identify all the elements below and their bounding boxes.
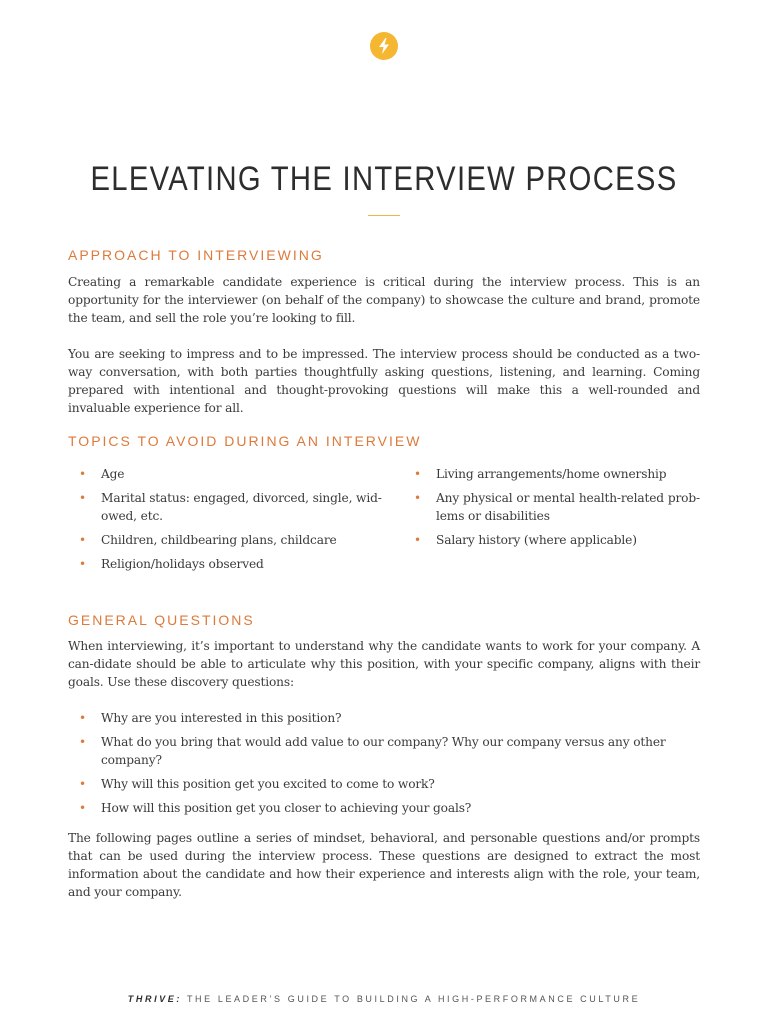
page-title: ELEVATING THE INTERVIEW PROCESS [90,160,678,198]
list-item: • Age [79,467,125,481]
list-item: • Salary history (where applicable) [414,533,637,547]
bullet-icon: • [79,533,86,547]
approach-paragraph: Creating a remarkable candidate experience is critical during the interview process. This is an opportunity for the interviewer (on behalf of the company) to showcase the culture and brand, promote the team, and sell the role you’re looking to fill. [68,275,700,325]
bullet-icon: • [79,801,86,815]
list-item: • Why are you interested in this position? [79,711,342,725]
list-item: • Marital status: engaged, divorced, single, wid-owed, etc. [79,491,382,523]
list-item: • Children, childbearing plans, childcare [79,533,337,547]
bullet-icon: • [414,533,421,547]
footer-subtitle: THE LEADER’S GUIDE TO BUILDING A HIGH-PERFORMANCE CULTURE [186,994,641,1004]
bullet-icon: • [79,557,86,571]
page-footer [0,994,768,1004]
bullet-icon: • [79,467,86,481]
approach-paragraph: You are seeking to impress and to be impressed. The interview process should be conducted as a two-way conversation, with both parties thoughtfully asking questions, listening, and learning. Coming prepared with intentional and thought-provoking questions will make this a well-rounded and invaluable experience for all. [68,347,700,415]
general-questions-list [68,709,700,817]
topics-section [68,432,700,579]
bullet-icon: • [414,467,421,481]
title-divider [368,215,400,216]
bullet-icon: • [414,491,421,505]
list-item: • What do you bring that would add value to our company? Why our company versus any other company? [79,735,666,767]
general-heading: GENERAL QUESTIONS [68,612,255,628]
approach-section [68,246,700,417]
approach-heading: APPROACH TO INTERVIEWING [68,247,324,263]
list-item: • How will this position get you closer to achieving your goals? [79,801,472,815]
general-section [68,611,700,901]
list-item: • Why will this position get you excited to come to work? [79,777,435,791]
bullet-icon: • [79,491,86,505]
general-intro: When interviewing, it’s important to understand why the candidate wants to work for your company. A can-didate should be able to articulate why this position, with your specific company, aligns with their goals. Use these discovery questions: [68,639,700,689]
list-item: • Any physical or mental health-related prob-lems or disabilities [414,491,700,523]
footer-brand: THRIVE: [127,994,182,1004]
list-item: • Religion/holidays observed [79,557,264,571]
topics-right-list [403,465,700,579]
list-item: • Living arrangements/home ownership [414,467,667,481]
general-closing: The following pages outline a series of mindset, behavioral, and personable questions and/or prompts that can be used during the interview process. These questions are designed to extract the most information about the candidate and how their experience and interests align with the role, your team, and your company. [68,831,700,899]
bullet-icon: • [79,711,86,725]
lightning-bolt-icon [370,32,398,60]
topics-heading: TOPICS TO AVOID DURING AN INTERVIEW [68,433,422,449]
topics-left-list [68,465,403,579]
bullet-icon: • [79,777,86,791]
bullet-icon: • [79,735,86,749]
